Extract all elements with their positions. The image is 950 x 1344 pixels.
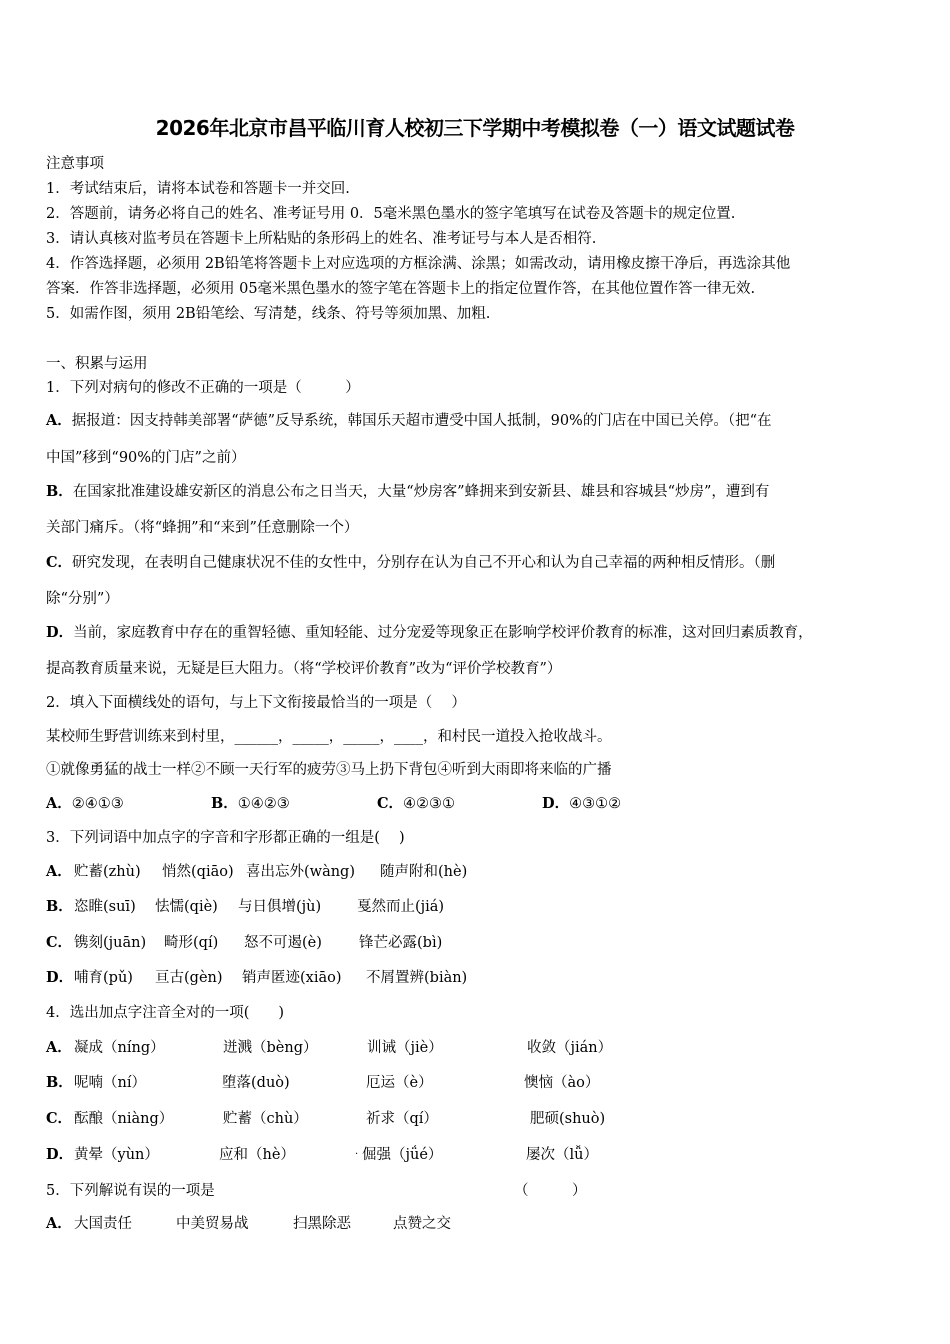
question-4-option-a-label: A． [46,1039,72,1056]
question-3-word: 哺育(pǔ) [74,970,133,986]
question-3-word: 戛然而止(jiá) [357,899,445,915]
question-3-word: 随声附和(hè) [380,864,468,880]
option-text: 据报道：因支持韩美部署“萨德”反导系统，韩国乐天超市遭受中国人抵制，90%的门店在中国已关停。（把“在 [71,413,772,429]
question-3-option-a-label: A． [46,863,72,880]
question-3-word: 恣睢(suī) [74,899,136,915]
question-5-term: 大国责任 [74,1216,132,1232]
option-text: 研究发现，在表明自己健康状况不佳的女性中，分别存在认为自己不开心和认为自己幸福的两种相反情形。（删 [72,555,776,571]
section-heading: 一、积累与运用 [46,356,148,372]
question-5-term: 扫黑除恶 [293,1216,351,1232]
question-2-option-a [46,792,124,813]
question-4-word: 呢喃（ní） [74,1075,146,1091]
question-2-items: ①就像勇猛的战士一样②不顾一天行军的疲劳③马上扔下背包④听到大雨即将来临的广播 [46,762,612,778]
question-3-word: 锋芒必露(bì) [359,935,443,951]
question-4-word: 祈求（qí） [366,1111,438,1127]
question-4-stem: 4．选出加点字注音全对的一项( ) [46,1005,285,1021]
question-4-word: 应和（hè） [219,1147,295,1163]
notice-item: 5．如需作图，须用 2B铅笔绘、写清楚，线条、符号等须加黑、加粗. [46,306,491,322]
question-3-word: 镌刻(juān) [74,935,147,951]
question-1-option-a [46,409,771,430]
question-2-text: 某校师生野营训练来到村里，______，_____，_____，____，和村民一道投入抢收战斗。 [46,729,612,745]
option-label: A． [46,412,72,429]
option-label: B． [46,483,73,500]
question-2-option-b [211,792,290,813]
question-4-word: 肥硕(shuò) [530,1111,606,1127]
question-4-word: 懊恼（ào） [524,1075,600,1091]
question-3-word: 不屑置辨(biàn) [366,970,468,986]
question-4-word: 贮蓄（chù） [223,1111,308,1127]
option-label: C． [377,795,404,812]
question-5-stem: 5．下列解说有误的一项是 [46,1183,215,1199]
question-3-option-b-label: B． [46,898,73,915]
question-1-option-b-cont: 关部门痛斥。（将“蜂拥”和“来到”任意删除一个） [46,520,359,536]
question-3-word: 畸形(qí) [164,935,219,951]
option-label: D． [542,795,570,812]
question-4-word: 酝酿（niàng） [74,1111,174,1127]
question-3-word: 怒不可遏(è) [244,935,322,951]
notice-item: 2．答题前，请务必将自己的姓名、准考证号用 0．5毫米黑色墨水的签字笔填写在试卷及答题卡的规定位置. [46,206,736,222]
question-1-option-c [46,551,775,572]
question-4-option-d-label: D． [46,1146,74,1163]
question-4-word: 倔强（jǘé） [362,1147,443,1163]
notice-item: 1．考试结束后，请将本试卷和答题卡一并交回. [46,181,350,197]
question-1-option-c-cont: 除“分别”） [46,591,119,607]
option-label: A． [46,795,72,812]
option-text: ④③①② [569,796,622,812]
question-1-option-a-cont: 中国”移到“90%的门店”之前） [46,450,246,466]
question-2-option-d [542,792,621,813]
question-4-option-b-label: B． [46,1074,73,1091]
option-text: ②④①③ [71,796,124,812]
question-1-option-d-cont: 提高教育质量来说，无疑是巨大阻力。（将“学校评价教育”改为“评价学校教育”） [46,661,562,677]
notice-item: 4．作答选择题，必须用 2B铅笔将答题卡上对应选项的方框涂满、涂黑；如需改动，请用橡皮擦干净后，再选涂其他 [46,256,791,272]
question-3-word: 销声匿迹(xiāo) [242,970,342,986]
question-3-stem: 3．下列词语中加点字的字音和字形都正确的一组是( ) [46,830,405,846]
question-3-option-d-label: D． [46,969,74,986]
question-5-term: 点赞之交 [393,1216,451,1232]
question-3-word: 与日俱增(jù) [238,899,322,915]
question-2-stem: 2．填入下面横线处的语句，与上下文衔接最恰当的一项是（ ） [46,695,466,711]
notice-heading: 注意事项 [46,156,104,172]
question-4-option-c-label: C． [46,1110,73,1127]
question-4-word: 堕落(duò) [222,1075,290,1091]
notice-item: 答案．作答非选择题，必须用 05毫米黑色墨水的签字笔在答题卡上的指定位置作答，在其他位置作答一律无效. [46,281,756,297]
question-1-stem: 1．下列对病句的修改不正确的一项是（ ） [46,380,360,396]
option-text: 当前，家庭教育中存在的重智轻德、重知轻能、过分宠爱等现象正在影响学校评价教育的标准，这对回归素质教育， [73,625,813,641]
question-3-word: 贮蓄(zhù) [74,864,141,880]
question-3-word: 悄然(qiāo) [162,864,234,880]
question-2-option-c [377,792,455,813]
question-4-word: 黄晕（yùn） [74,1147,159,1163]
option-label: D． [46,624,74,641]
option-text: 在国家批准建设雄安新区的消息公布之日当天，大量“炒房客”蜂拥来到安新县、雄县和容城县“炒房”，遭到有 [72,484,770,500]
option-label: B． [211,795,238,812]
notice-item: 3．请认真核对监考员在答题卡上所粘贴的条形码上的姓名、准考证号与本人是否相符. [46,231,597,247]
option-label: C． [46,554,73,571]
question-3-option-c-label: C． [46,934,73,951]
question-4-word: 迸溅（bèng） [223,1040,318,1056]
question-1-option-b [46,480,769,501]
question-3-word: 喜出忘外(wàng) [246,864,355,880]
question-3-word: 怯懦(qiè) [155,899,218,915]
question-4-word: 屡次（lǚ） [526,1147,598,1163]
question-5-term: 中美贸易战 [176,1216,249,1232]
question-5-option-a-label: A． [46,1215,72,1232]
option-text: ①④②③ [237,796,290,812]
question-1-option-d [46,621,813,642]
option-text: ④②③① [403,796,456,812]
stray-dot-mark: · [355,1149,359,1160]
question-5-answer-paren: （ ） [514,1183,587,1199]
page-title: 2026年北京市昌平临川育人校初三下学期中考模拟卷（一）语文试题试卷 [155,116,795,140]
question-4-word: 训诫（jiè） [367,1040,443,1056]
question-4-word: 凝成（níng） [74,1040,165,1056]
question-4-word: 厄运（è） [366,1075,433,1091]
question-4-word: 收敛（jián） [527,1040,613,1056]
question-3-word: 亘古(gèn) [155,970,223,986]
